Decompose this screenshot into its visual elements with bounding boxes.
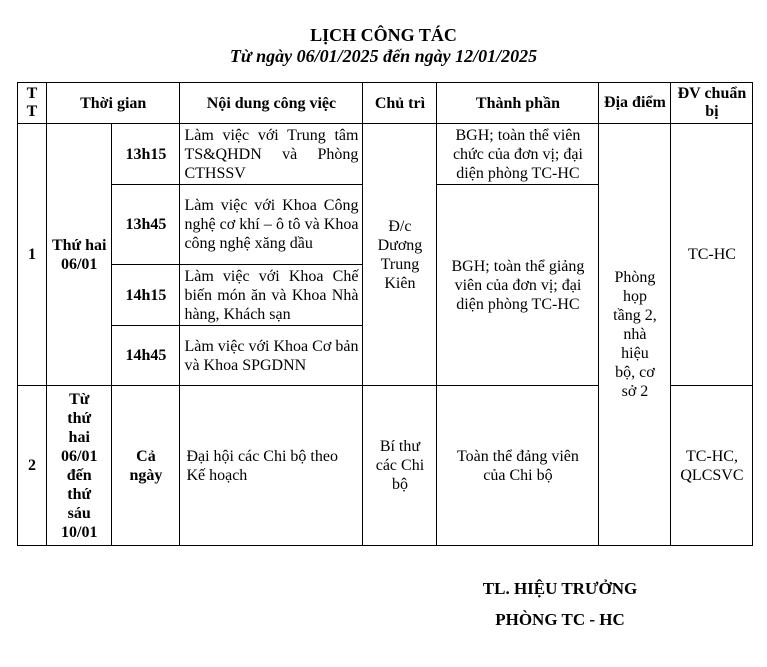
slot-participants: BGH; toàn thể giảng viên của đơn vị; đại diện phòng TC-HC [437,185,599,386]
slot-time: 13h45 [112,185,180,265]
slot-content: Làm việc với Khoa Công nghệ cơ khí – ô tô và Khoa công nghệ xăng dầu [180,185,363,265]
location: Phòng họp tầng 2, nhà hiệu bộ, cơ sở 2 [599,124,671,546]
signature-title: TL. HIỆU TRƯỞNG [482,579,638,598]
row-number: 1 [18,124,47,386]
table-row [18,124,753,185]
slot-content: Làm việc với Trung tâm TS&QHDN và Phòng CTHSSV [180,124,363,185]
slot-time: 14h45 [112,326,180,386]
row-chair: Đ/c Dương Trung Kiên [363,124,437,386]
header-content: Nội dung công việc [180,83,363,124]
header-time: Thời gian [47,83,180,124]
header-row [18,83,753,124]
schedule-table [17,82,753,546]
document-subtitle: Từ ngày 06/01/2025 đến ngày 12/01/2025 [229,46,538,66]
row-prep-unit: TC-HC, QLCSVC [671,386,753,546]
header-tt: T T [18,83,47,124]
row-chair: Bí thư các Chi bộ [363,386,437,546]
row-prep-unit: TC-HC [671,124,753,386]
slot-content: Làm việc với Khoa Chế biến món ăn và Khoa Nhà hàng, Khách sạn [180,265,363,326]
row-day: Từ thứ hai 06/01 đến thứ sáu 10/01 [47,386,112,546]
row-day: Thứ hai 06/01 [47,124,112,386]
header-participants: Thành phần [437,83,599,124]
slot-time: 14h15 [112,265,180,326]
slot-participants: BGH; toàn thể viên chức của đơn vị; đại diện phòng TC-HC [437,124,599,185]
document-title: LỊCH CÔNG TÁC [310,25,457,45]
row-participants: Toàn thể đảng viên của Chi bộ [437,386,599,546]
header-location: Địa điểm [599,83,671,124]
signature-department: PHÒNG TC - HC [495,610,625,629]
slot-content: Làm việc với Khoa Cơ bản và Khoa SPGDNN [180,326,363,386]
row-content: Đại hội các Chi bộ theo Kế hoạch [180,386,363,546]
row-time: Cả ngày [112,386,180,546]
header-chair: Chủ trì [363,83,437,124]
slot-time: 13h15 [112,124,180,185]
header-prep-unit: ĐV chuẩn bị [671,83,753,124]
row-number: 2 [18,386,47,546]
